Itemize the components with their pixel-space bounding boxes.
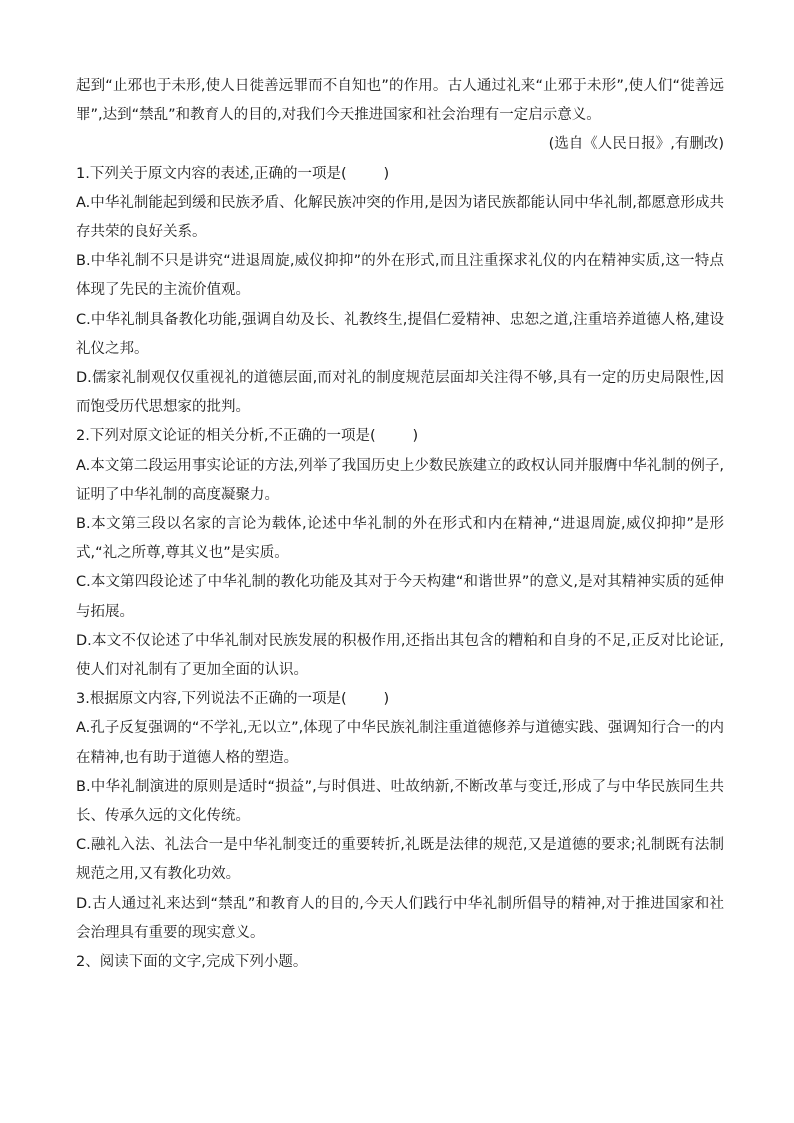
option-a: A.中华礼制能起到缓和民族矛盾、化解民族冲突的作用,是因为诸民族都能认同中华礼制,都愿意形成共存共荣的良好关系。 bbox=[76, 194, 724, 241]
option-c: C.融礼入法、礼法合一是中华礼制变迁的重要转折,礼既是法律的规范,又是道德的要求;礼制既有法制规范之用,又有教化功效。 bbox=[76, 837, 724, 883]
option-b: B.本文第三段以名家的言论为载体,论述中华礼制的外在形式和内在精神,“进退周旋,威仪抑抑”是形式,“礼之所尊,尊其义也”是实质。 bbox=[76, 516, 724, 562]
option-c: C.中华礼制具备教化功能,强调自幼及长、礼教终生,提倡仁爱精神、忠恕之道,注重培养道德人格,建设礼仪之邦。 bbox=[76, 311, 724, 357]
question-2 bbox=[76, 422, 724, 685]
question-stem: 2.下列对原文论证的相关分析,不正确的一项是( ) bbox=[76, 428, 419, 445]
passage-source: (选自《人民日报》,有删改) bbox=[548, 136, 724, 153]
option-d: D.儒家礼制观仅仅重视礼的道德层面,而对礼的制度规范层面却关注得不够,具有一定的历史局限性,因而饱受历代思想家的批判。 bbox=[76, 370, 724, 416]
option-b: B.中华礼制演进的原则是适时“损益”,与时俱进、吐故纳新,不断改革与变迁,形成了与中华民族同生共长、传承久远的文化传统。 bbox=[76, 778, 724, 825]
option-a: A.孔子反复强调的“不学礼,无以立”,体现了中华民族礼制注重道德修养与道德实践、强调知行合一的内在精神,也有助于道德人格的塑造。 bbox=[76, 720, 724, 766]
next-section-heading: 2、阅读下面的文字,完成下列小题。 bbox=[76, 954, 308, 971]
question-1 bbox=[76, 160, 724, 423]
question-stem: 3.根据原文内容,下列说法不正确的一项是( ) bbox=[76, 691, 390, 708]
option-d: D.本文不仅论述了中华礼制对民族发展的积极作用,还指出其包含的糟粕和自身的不足,正反对比论证,使人们对礼制有了更加全面的认识。 bbox=[76, 632, 724, 679]
option-a: A.本文第二段运用事实论证的方法,列举了我国历史上少数民族建立的政权认同并服膺中华礼制的例子,证明了中华礼制的高度凝聚力。 bbox=[76, 457, 724, 503]
document-page bbox=[76, 72, 724, 977]
question-3 bbox=[76, 685, 724, 948]
passage-paragraph: 起到“止邪也于未形,使人日徙善远罪而不自知也”的作用。古人通过礼来“止邪于未形”,使人们“徙善远罪”,达到“禁乱”和教育人的目的,对我们今天推进国家和社会治理有一定启示意义。 bbox=[76, 78, 724, 124]
option-b: B.中华礼制不只是讲究“进退周旋,威仪抑抑”的外在形式,而且注重探求礼仪的内在精神实质,这一特点体现了先民的主流价值观。 bbox=[76, 253, 724, 299]
option-c: C.本文第四段论述了中华礼制的教化功能及其对于今天构建“和谐世界”的意义,是对其精神实质的延伸与拓展。 bbox=[76, 574, 724, 620]
question-stem: 1.下列关于原文内容的表述,正确的一项是( ) bbox=[76, 165, 390, 182]
option-d: D.古人通过礼来达到“禁乱”和教育人的目的,今天人们践行中华礼制所倡导的精神,对于推进国家和社会治理具有重要的现实意义。 bbox=[76, 895, 724, 941]
